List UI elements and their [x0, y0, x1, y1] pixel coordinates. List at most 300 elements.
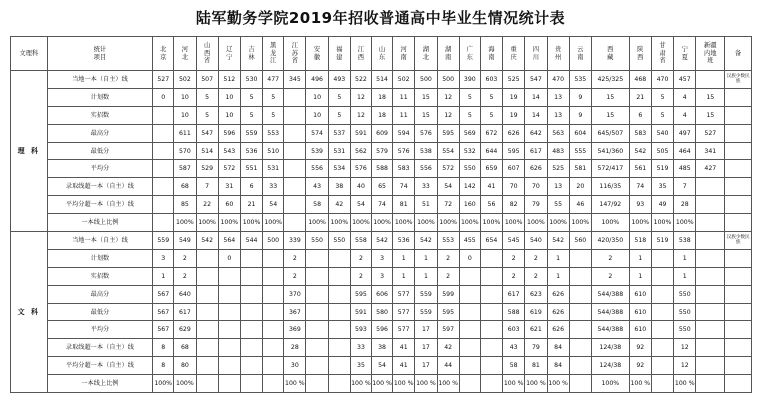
data-cell	[459, 357, 480, 375]
data-cell	[328, 285, 350, 303]
data-cell: 537	[328, 124, 350, 142]
data-cell: 9	[569, 106, 591, 124]
data-cell: 1	[415, 267, 437, 285]
data-cell: 538	[415, 142, 437, 160]
data-cell: 572	[218, 160, 240, 178]
header-text: 宁	[226, 53, 233, 61]
row-label: 平均分超一本（自主）线	[47, 196, 153, 214]
data-cell: 100%	[306, 214, 328, 232]
row-label: 平均分	[47, 160, 153, 178]
data-cell: 74	[393, 178, 415, 196]
header-province	[240, 37, 262, 71]
data-cell: 43	[306, 178, 328, 196]
data-cell: 644	[480, 142, 502, 160]
data-cell: 583	[393, 160, 415, 178]
data-cell: 0	[153, 88, 174, 106]
table-row	[11, 71, 752, 89]
data-cell: 572/417	[591, 160, 629, 178]
data-cell	[218, 357, 240, 375]
header-text: 林	[248, 53, 255, 61]
data-cell: 617	[525, 142, 547, 160]
data-cell: 609	[372, 124, 393, 142]
data-cell: 531	[263, 160, 284, 178]
data-cell: 100 %	[547, 375, 569, 393]
data-cell	[696, 178, 725, 196]
data-cell: 5	[328, 106, 350, 124]
header-text: 西	[637, 53, 644, 61]
data-cell: 543	[218, 142, 240, 160]
data-cell: 100%	[218, 214, 240, 232]
data-cell: 8	[153, 357, 174, 375]
data-cell	[651, 249, 673, 267]
data-cell: 345	[284, 71, 306, 89]
note-cell	[725, 106, 752, 124]
data-cell: 54	[263, 196, 284, 214]
data-cell: 15	[415, 106, 437, 124]
data-cell: 525	[547, 160, 569, 178]
data-cell: 455	[459, 232, 480, 250]
data-cell: 367	[284, 303, 306, 321]
data-cell: 567	[153, 285, 174, 303]
data-cell: 100%	[328, 214, 350, 232]
header-province	[218, 37, 240, 71]
data-cell: 17	[415, 321, 437, 339]
data-cell	[284, 124, 306, 142]
data-cell	[328, 267, 350, 285]
data-cell	[651, 375, 673, 393]
data-cell: 100%	[674, 214, 696, 232]
data-cell	[306, 249, 328, 267]
data-cell: 124/38	[591, 339, 629, 357]
data-cell: 549	[174, 232, 196, 250]
header-province	[174, 37, 196, 71]
data-cell: 483	[547, 142, 569, 160]
data-cell	[153, 196, 174, 214]
data-cell	[696, 285, 725, 303]
data-cell: 2	[591, 267, 629, 285]
data-cell: 538	[674, 232, 696, 250]
data-cell: 569	[459, 124, 480, 142]
data-cell: 7	[674, 178, 696, 196]
data-cell	[328, 375, 350, 393]
data-cell: 5	[459, 106, 480, 124]
data-cell: 550	[674, 321, 696, 339]
data-cell	[569, 303, 591, 321]
data-cell: 1	[393, 249, 415, 267]
data-cell	[284, 106, 306, 124]
data-cell: 22	[196, 196, 218, 214]
data-cell: 100 %	[415, 375, 437, 393]
data-cell	[569, 267, 591, 285]
data-cell: 588	[503, 303, 525, 321]
data-cell: 68	[174, 178, 196, 196]
data-cell: 477	[263, 71, 284, 89]
data-cell: 579	[372, 142, 393, 160]
row-label: 最高分	[47, 285, 153, 303]
note-cell	[725, 142, 752, 160]
data-cell: 369	[284, 321, 306, 339]
data-cell: 597	[437, 321, 459, 339]
data-cell: 2	[174, 249, 196, 267]
header-province	[372, 37, 393, 71]
data-cell: 672	[480, 124, 502, 142]
data-cell: 100%	[591, 375, 629, 393]
table-row	[11, 339, 752, 357]
data-cell: 564	[218, 232, 240, 250]
table-row	[11, 196, 752, 214]
data-cell	[218, 321, 240, 339]
data-cell: 561	[629, 160, 651, 178]
table-row	[11, 142, 752, 160]
note-cell	[725, 88, 752, 106]
data-cell: 512	[218, 71, 240, 89]
data-cell: 2	[525, 249, 547, 267]
data-cell: 14	[525, 106, 547, 124]
row-label: 平均分	[47, 321, 153, 339]
data-cell: 536	[240, 142, 262, 160]
data-cell: 554	[437, 142, 459, 160]
data-cell	[263, 285, 284, 303]
data-cell: 10	[218, 106, 240, 124]
header-province	[569, 37, 591, 71]
header-text: 海	[488, 45, 495, 53]
data-cell: 5	[651, 106, 673, 124]
data-cell: 33	[415, 178, 437, 196]
data-cell: 427	[696, 160, 725, 178]
data-cell: 591	[350, 124, 371, 142]
data-cell: 493	[328, 71, 350, 89]
header-province	[415, 37, 437, 71]
data-cell: 100%	[459, 214, 480, 232]
data-cell: 559	[415, 303, 437, 321]
header-text: 新疆	[704, 41, 717, 49]
data-cell: 5	[240, 88, 262, 106]
data-cell: 2	[350, 249, 371, 267]
note-cell	[725, 249, 752, 267]
header-text: 内地	[704, 49, 717, 57]
data-cell: 629	[174, 321, 196, 339]
data-cell: 42	[328, 196, 350, 214]
table-row	[11, 178, 752, 196]
data-cell	[153, 178, 174, 196]
header-text: 西	[607, 45, 614, 53]
data-cell: 15	[591, 88, 629, 106]
data-cell: 35	[350, 357, 371, 375]
row-label: 录取线超一本（自主）线	[47, 339, 153, 357]
data-cell: 596	[372, 321, 393, 339]
data-cell: 1	[547, 267, 569, 285]
data-cell: 619	[525, 303, 547, 321]
data-cell: 100%	[350, 214, 371, 232]
data-cell: 2	[503, 249, 525, 267]
data-cell: 470	[651, 71, 673, 89]
data-cell: 370	[284, 285, 306, 303]
data-cell: 583	[629, 124, 651, 142]
data-cell	[480, 285, 502, 303]
data-cell: 604	[569, 124, 591, 142]
data-cell	[306, 375, 328, 393]
table-row	[11, 267, 752, 285]
data-cell: 550	[328, 232, 350, 250]
data-cell: 510	[263, 142, 284, 160]
data-cell	[651, 267, 673, 285]
data-cell: 5	[196, 88, 218, 106]
data-cell: 5	[240, 106, 262, 124]
data-cell: 577	[393, 303, 415, 321]
data-cell: 100 %	[350, 375, 371, 393]
header-text: 北	[422, 53, 430, 61]
data-cell: 425/325	[591, 71, 629, 89]
note-cell	[725, 214, 752, 232]
data-cell	[263, 249, 284, 267]
data-cell	[651, 303, 673, 321]
data-cell: 19	[503, 88, 525, 106]
data-cell: 502	[174, 71, 196, 89]
data-cell: 92	[629, 357, 651, 375]
data-cell: 457	[674, 71, 696, 89]
data-cell: 12	[350, 88, 371, 106]
data-cell: 100 %	[437, 375, 459, 393]
data-cell: 530	[240, 71, 262, 89]
data-cell: 58	[503, 357, 525, 375]
data-cell: 531	[328, 142, 350, 160]
data-cell: 8	[153, 339, 174, 357]
data-cell: 100%	[153, 375, 174, 393]
data-cell: 544/388	[591, 303, 629, 321]
data-cell	[240, 267, 262, 285]
data-cell: 54	[437, 178, 459, 196]
data-cell	[196, 339, 218, 357]
data-cell	[696, 232, 725, 250]
data-cell: 542	[629, 142, 651, 160]
section-label: 文 科	[11, 232, 48, 393]
table-row	[11, 375, 752, 393]
header-text: 江	[357, 45, 365, 53]
data-cell: 1	[629, 249, 651, 267]
header-text: 江	[291, 41, 298, 49]
header-text: 省	[291, 57, 298, 65]
data-cell: 341	[696, 142, 725, 160]
header-province	[480, 37, 502, 71]
data-cell: 80	[174, 357, 196, 375]
header-text: 北	[181, 53, 189, 61]
header-text: 重	[510, 45, 517, 53]
data-cell	[569, 339, 591, 357]
header-text: 甘	[659, 41, 666, 49]
table-row	[11, 232, 752, 250]
data-cell	[569, 321, 591, 339]
data-cell	[480, 267, 502, 285]
table-row	[11, 303, 752, 321]
header-text: 夏	[681, 53, 688, 61]
note-cell	[725, 160, 752, 178]
header-province	[350, 37, 371, 71]
data-cell: 610	[629, 285, 651, 303]
data-cell: 610	[629, 321, 651, 339]
data-cell: 570	[174, 142, 196, 160]
data-cell: 603	[503, 321, 525, 339]
data-cell: 559	[240, 124, 262, 142]
data-cell: 588	[372, 160, 393, 178]
data-cell: 536	[393, 232, 415, 250]
header-text: 湖	[422, 45, 430, 53]
data-cell: 1	[547, 249, 569, 267]
note-cell: 汉族少数民族	[725, 71, 752, 89]
data-cell: 13	[547, 88, 569, 106]
data-cell: 15	[415, 88, 437, 106]
data-cell: 595	[437, 124, 459, 142]
table-row	[11, 214, 752, 232]
header-province	[393, 37, 415, 71]
row-label: 最低分	[47, 303, 153, 321]
row-label: 一本线上比例	[47, 375, 153, 393]
row-label: 平均分超一本（自主）线	[47, 357, 153, 375]
header-text: 川	[532, 53, 540, 61]
data-cell: 558	[350, 232, 371, 250]
data-cell: 594	[393, 124, 415, 142]
data-cell: 519	[651, 232, 673, 250]
table-row	[11, 106, 752, 124]
data-cell: 574	[306, 124, 328, 142]
header-text: 京	[160, 53, 167, 61]
data-cell	[196, 321, 218, 339]
data-cell: 464	[674, 142, 696, 160]
data-cell	[263, 339, 284, 357]
header-province	[196, 37, 218, 71]
data-cell: 100%	[415, 214, 437, 232]
header-text: 徽	[313, 53, 321, 61]
data-cell: 14	[525, 88, 547, 106]
data-cell	[569, 285, 591, 303]
data-cell: 100%	[503, 214, 525, 232]
note-cell	[725, 196, 752, 214]
data-cell: 535	[569, 71, 591, 89]
data-cell: 2	[437, 267, 459, 285]
data-cell: 500	[415, 71, 437, 89]
data-cell	[263, 303, 284, 321]
data-cell: 2	[437, 249, 459, 267]
data-cell: 70	[525, 178, 547, 196]
data-cell: 553	[263, 124, 284, 142]
row-label: 一本线上比例	[47, 214, 153, 232]
data-cell: 33	[263, 178, 284, 196]
note-cell	[725, 375, 752, 393]
row-label: 最高分	[47, 124, 153, 142]
data-cell: 100%	[240, 214, 262, 232]
data-cell	[696, 71, 725, 89]
header-text: 山	[203, 41, 211, 49]
data-cell: 6	[629, 106, 651, 124]
data-cell: 2	[350, 267, 371, 285]
data-cell: 38	[328, 178, 350, 196]
data-cell: 547	[196, 124, 218, 142]
table-row	[11, 249, 752, 267]
data-cell: 160	[459, 196, 480, 214]
data-cell	[196, 357, 218, 375]
data-cell: 563	[547, 124, 569, 142]
data-cell: 1	[393, 267, 415, 285]
header-text: 江	[270, 57, 277, 65]
data-cell: 41	[480, 178, 502, 196]
row-label: 最低分	[47, 142, 153, 160]
data-cell: 3	[153, 249, 174, 267]
data-cell: 100%	[569, 214, 591, 232]
header-text: 东	[378, 53, 386, 61]
data-cell	[218, 375, 240, 393]
data-cell: 617	[174, 303, 196, 321]
data-cell: 556	[306, 160, 328, 178]
data-cell	[263, 357, 284, 375]
row-label: 当地一本（自主）线	[47, 232, 153, 250]
data-cell: 532	[459, 142, 480, 160]
data-cell: 19	[503, 106, 525, 124]
data-cell: 100%	[547, 214, 569, 232]
data-cell: 82	[503, 196, 525, 214]
data-cell: 496	[306, 71, 328, 89]
data-cell: 659	[480, 160, 502, 178]
header-province	[651, 37, 673, 71]
header-province	[328, 37, 350, 71]
data-cell: 599	[437, 285, 459, 303]
data-cell: 576	[415, 124, 437, 142]
data-cell: 100%	[393, 214, 415, 232]
data-cell: 1	[415, 249, 437, 267]
header-row	[11, 37, 752, 71]
data-cell: 577	[393, 321, 415, 339]
data-cell: 542	[547, 232, 569, 250]
data-cell: 553	[437, 232, 459, 250]
data-cell: 28	[674, 196, 696, 214]
header-text: 苏	[291, 49, 298, 57]
data-cell	[480, 339, 502, 357]
data-cell: 124/38	[591, 357, 629, 375]
header-text: 吉	[248, 45, 255, 53]
data-cell: 5	[651, 88, 673, 106]
data-cell	[306, 303, 328, 321]
header-note: 备	[725, 37, 752, 71]
data-cell: 607	[503, 160, 525, 178]
data-cell: 10	[174, 88, 196, 106]
data-cell: 60	[218, 196, 240, 214]
data-cell	[651, 321, 673, 339]
data-cell	[284, 88, 306, 106]
data-cell	[696, 375, 725, 393]
header-text: 陕	[637, 45, 644, 53]
data-cell: 116/35	[591, 178, 629, 196]
data-cell: 6	[240, 178, 262, 196]
data-cell	[459, 303, 480, 321]
data-cell	[284, 178, 306, 196]
data-cell: 100%	[525, 214, 547, 232]
statistics-table	[10, 36, 752, 393]
data-cell	[569, 357, 591, 375]
data-cell: 621	[525, 321, 547, 339]
header-province	[153, 37, 174, 71]
data-cell: 68	[174, 339, 196, 357]
data-cell: 1	[153, 267, 174, 285]
data-cell: 12	[674, 339, 696, 357]
data-cell: 147/92	[591, 196, 629, 214]
data-cell	[306, 267, 328, 285]
data-cell: 100%	[174, 214, 196, 232]
data-cell: 15	[591, 106, 629, 124]
header-text: 南	[444, 53, 452, 61]
header-text: 项目	[93, 53, 107, 61]
data-cell	[696, 321, 725, 339]
data-cell	[306, 339, 328, 357]
data-cell: 100%	[196, 214, 218, 232]
data-cell: 542	[372, 232, 393, 250]
